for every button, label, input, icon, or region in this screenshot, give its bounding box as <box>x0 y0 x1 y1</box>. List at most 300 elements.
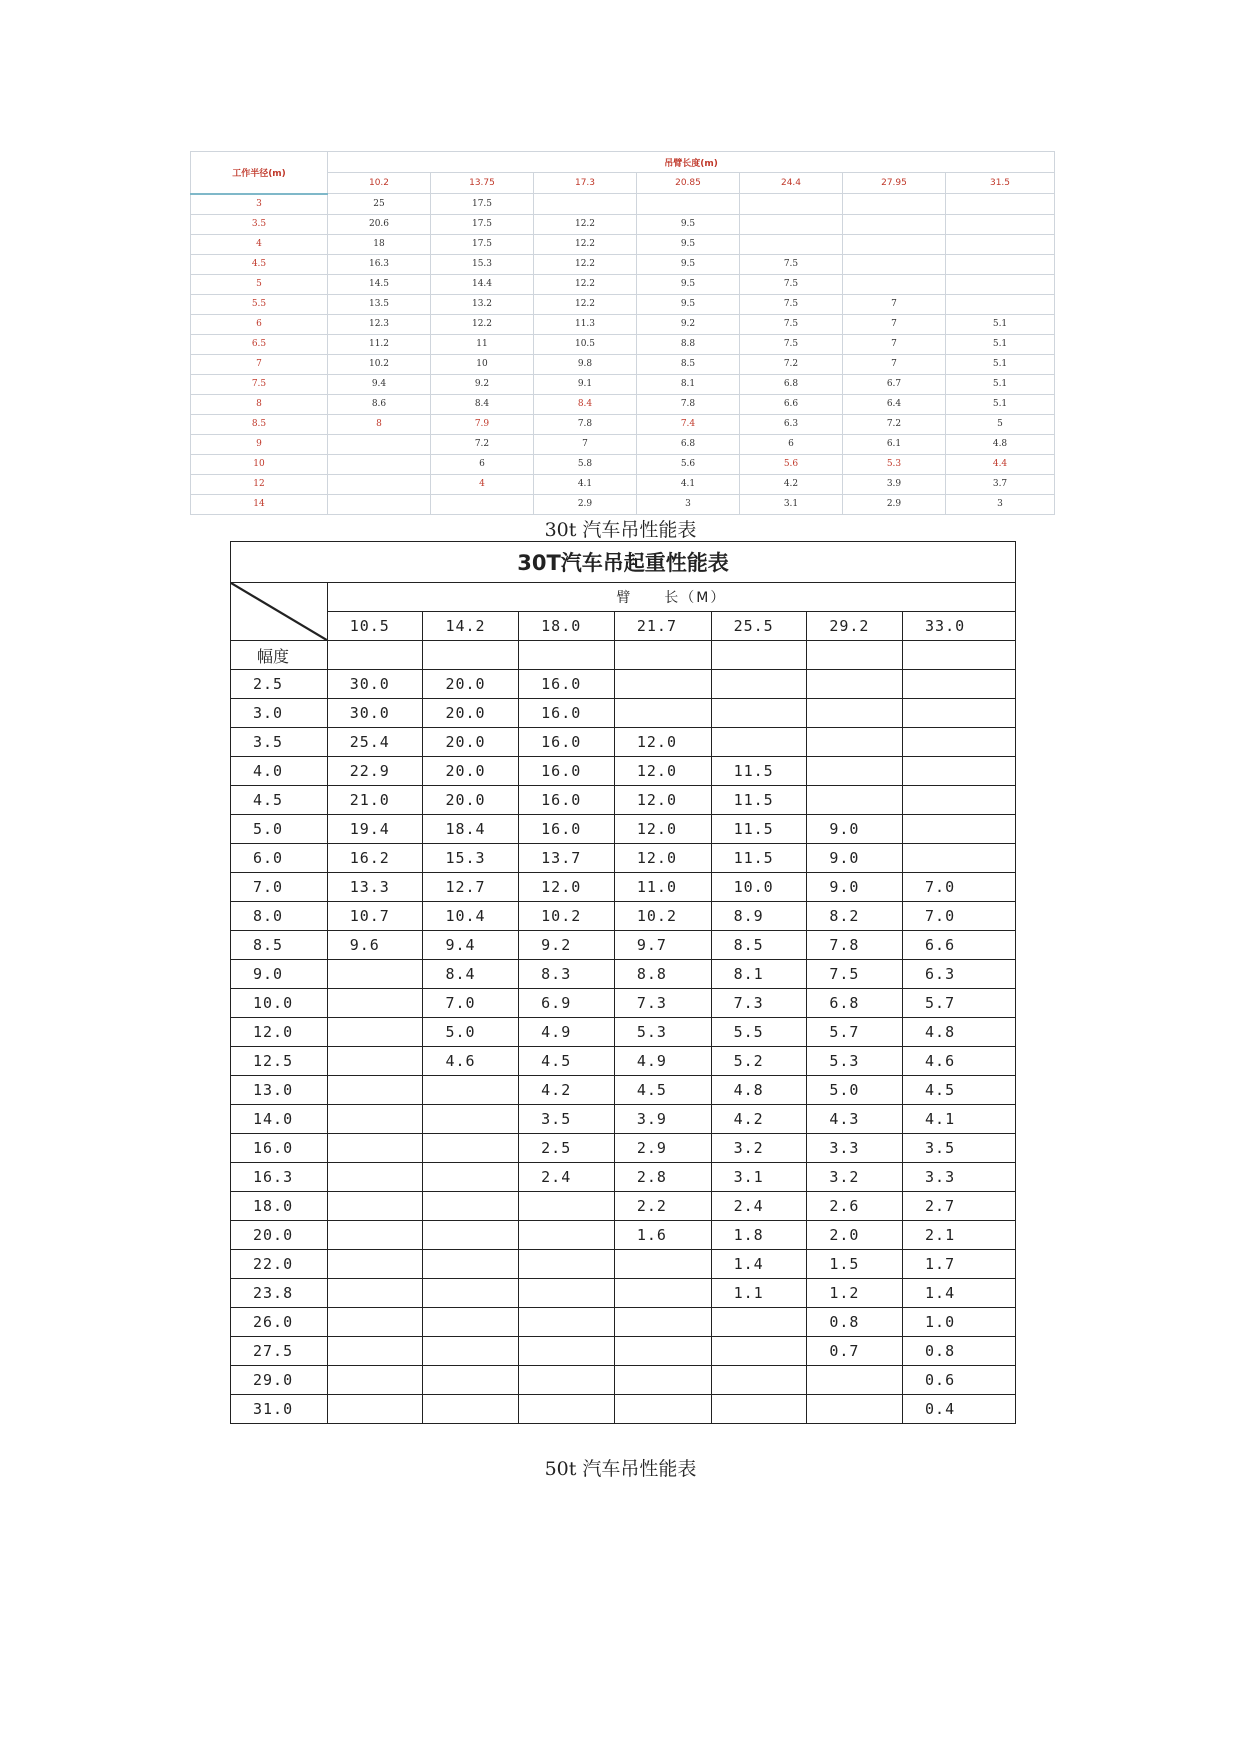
capacity-cell: 10.2 <box>614 902 711 931</box>
capacity-cell: 4.5 <box>519 1047 615 1076</box>
capacity-cell <box>946 254 1055 274</box>
range-cell: 12.0 <box>231 1018 328 1047</box>
caption-50t: 50t 汽车吊性能表 <box>544 1458 697 1480</box>
capacity-cell: 12.0 <box>614 728 711 757</box>
radius-cell: 10 <box>191 454 328 474</box>
capacity-cell: 6.6 <box>903 931 1016 960</box>
range-cell: 27.5 <box>231 1337 328 1366</box>
capacity-cell: 12.2 <box>534 214 637 234</box>
capacity-cell: 2.0 <box>807 1221 903 1250</box>
capacity-cell: 7.5 <box>740 254 843 274</box>
table-row <box>191 414 1055 434</box>
capacity-cell <box>843 194 946 215</box>
table-row <box>191 374 1055 394</box>
radius-cell: 5.5 <box>191 294 328 314</box>
radius-cell: 3.5 <box>191 214 328 234</box>
capacity-cell <box>423 1076 519 1105</box>
capacity-cell: 2.9 <box>534 494 637 514</box>
capacity-cell: 5.1 <box>946 394 1055 414</box>
table-row <box>231 1366 1016 1395</box>
capacity-cell: 8.4 <box>534 394 637 414</box>
capacity-cell: 6.7 <box>843 374 946 394</box>
capacity-cell <box>946 294 1055 314</box>
capacity-cell: 11.5 <box>711 844 807 873</box>
capacity-cell: 4.2 <box>740 474 843 494</box>
capacity-cell <box>327 1395 423 1424</box>
capacity-cell: 17.5 <box>431 234 534 254</box>
radius-cell: 12 <box>191 474 328 494</box>
capacity-cell: 20.0 <box>423 670 519 699</box>
capacity-cell <box>614 1366 711 1395</box>
capacity-cell: 7.8 <box>637 394 740 414</box>
capacity-cell <box>519 1308 615 1337</box>
capacity-cell: 4.6 <box>423 1047 519 1076</box>
radius-cell: 9 <box>191 434 328 454</box>
capacity-cell <box>327 1076 423 1105</box>
capacity-cell: 10.2 <box>519 902 615 931</box>
capacity-cell: 8.5 <box>711 931 807 960</box>
capacity-cell <box>807 1366 903 1395</box>
capacity-cell: 5.0 <box>807 1076 903 1105</box>
capacity-cell: 30.0 <box>327 670 423 699</box>
capacity-cell: 7.0 <box>903 873 1016 902</box>
range-cell: 3.5 <box>231 728 328 757</box>
capacity-cell: 5.7 <box>903 989 1016 1018</box>
capacity-cell <box>711 699 807 728</box>
capacity-cell <box>519 1279 615 1308</box>
capacity-cell: 8.8 <box>637 334 740 354</box>
capacity-cell: 10.7 <box>327 902 423 931</box>
capacity-cell: 4.1 <box>903 1105 1016 1134</box>
capacity-cell: 7.5 <box>740 294 843 314</box>
capacity-cell: 2.7 <box>903 1192 1016 1221</box>
arm-length-header: 臂 长（M） <box>327 583 1015 612</box>
capacity-cell <box>614 1337 711 1366</box>
radius-cell: 8.5 <box>191 414 328 434</box>
capacity-cell <box>946 234 1055 254</box>
crane-table-30t-large <box>230 541 1016 1424</box>
capacity-cell: 9.2 <box>431 374 534 394</box>
boom-length-0: 10.2 <box>328 173 431 194</box>
boom-length-3: 20.85 <box>637 173 740 194</box>
capacity-cell: 12.2 <box>534 274 637 294</box>
capacity-cell: 2.2 <box>614 1192 711 1221</box>
capacity-cell: 3 <box>637 494 740 514</box>
capacity-cell: 4 <box>431 474 534 494</box>
table-row <box>191 234 1055 254</box>
capacity-cell: 0.4 <box>903 1395 1016 1424</box>
range-cell: 4.0 <box>231 757 328 786</box>
capacity-cell: 6.9 <box>519 989 615 1018</box>
capacity-cell <box>423 1163 519 1192</box>
capacity-cell <box>328 494 431 514</box>
empty-cell <box>519 641 615 670</box>
capacity-cell: 4.2 <box>519 1076 615 1105</box>
capacity-cell <box>807 1395 903 1424</box>
capacity-cell: 6.3 <box>903 960 1016 989</box>
capacity-cell: 2.4 <box>711 1192 807 1221</box>
range-cell: 8.5 <box>231 931 328 960</box>
capacity-cell: 4.8 <box>946 434 1055 454</box>
capacity-cell <box>711 1337 807 1366</box>
capacity-cell: 5.1 <box>946 354 1055 374</box>
table-row <box>191 314 1055 334</box>
capacity-cell: 3.1 <box>711 1163 807 1192</box>
capacity-cell: 1.5 <box>807 1250 903 1279</box>
capacity-cell: 14.4 <box>431 274 534 294</box>
arm-length-2: 18.0 <box>519 612 615 641</box>
table-row <box>231 960 1016 989</box>
radius-cell: 14 <box>191 494 328 514</box>
capacity-cell: 12.0 <box>614 757 711 786</box>
empty-cell <box>327 641 423 670</box>
capacity-cell <box>423 1134 519 1163</box>
capacity-cell: 4.6 <box>903 1047 1016 1076</box>
capacity-cell: 7.9 <box>431 414 534 434</box>
capacity-cell: 4.9 <box>519 1018 615 1047</box>
boom-length-6: 31.5 <box>946 173 1055 194</box>
capacity-cell: 9.1 <box>534 374 637 394</box>
capacity-cell: 5.3 <box>614 1018 711 1047</box>
capacity-cell: 0.8 <box>807 1308 903 1337</box>
capacity-cell: 7.5 <box>807 960 903 989</box>
table-row <box>231 989 1016 1018</box>
capacity-cell <box>946 214 1055 234</box>
capacity-cell <box>740 234 843 254</box>
capacity-cell: 9.2 <box>637 314 740 334</box>
range-cell: 20.0 <box>231 1221 328 1250</box>
capacity-cell: 14.5 <box>328 274 431 294</box>
capacity-cell: 5.3 <box>843 454 946 474</box>
radius-cell: 8 <box>191 394 328 414</box>
radius-cell: 6 <box>191 314 328 334</box>
capacity-cell: 9.0 <box>807 815 903 844</box>
capacity-cell: 3.5 <box>519 1105 615 1134</box>
capacity-cell: 3.3 <box>807 1134 903 1163</box>
capacity-cell: 8.2 <box>807 902 903 931</box>
capacity-cell <box>519 1337 615 1366</box>
capacity-cell: 3.1 <box>740 494 843 514</box>
table-row <box>191 254 1055 274</box>
capacity-cell: 7.5 <box>740 274 843 294</box>
arm-length-0: 10.5 <box>327 612 423 641</box>
capacity-cell: 5.1 <box>946 334 1055 354</box>
capacity-cell <box>327 1308 423 1337</box>
capacity-cell: 16.0 <box>519 815 615 844</box>
capacity-cell <box>740 214 843 234</box>
capacity-cell: 1.6 <box>614 1221 711 1250</box>
capacity-cell: 12.2 <box>431 314 534 334</box>
capacity-cell: 8.3 <box>519 960 615 989</box>
capacity-cell <box>423 1395 519 1424</box>
range-cell: 8.0 <box>231 902 328 931</box>
table-row <box>231 670 1016 699</box>
range-cell: 7.0 <box>231 873 328 902</box>
capacity-cell: 10.5 <box>534 334 637 354</box>
empty-cell <box>711 641 807 670</box>
capacity-cell: 3.7 <box>946 474 1055 494</box>
capacity-cell <box>903 757 1016 786</box>
table-row <box>231 1134 1016 1163</box>
range-label: 幅度 <box>231 641 328 670</box>
capacity-cell <box>903 728 1016 757</box>
range-cell: 13.0 <box>231 1076 328 1105</box>
boom-length-1: 13.75 <box>431 173 534 194</box>
capacity-cell <box>637 194 740 215</box>
capacity-cell: 4.5 <box>903 1076 1016 1105</box>
capacity-cell: 6 <box>740 434 843 454</box>
capacity-cell <box>328 454 431 474</box>
range-cell: 29.0 <box>231 1366 328 1395</box>
capacity-cell: 2.6 <box>807 1192 903 1221</box>
capacity-cell: 3.5 <box>903 1134 1016 1163</box>
table-row <box>231 873 1016 902</box>
capacity-cell: 3.2 <box>807 1163 903 1192</box>
range-cell: 14.0 <box>231 1105 328 1134</box>
capacity-cell <box>903 699 1016 728</box>
capacity-cell: 5 <box>946 414 1055 434</box>
capacity-cell: 9.4 <box>423 931 519 960</box>
capacity-cell: 6.1 <box>843 434 946 454</box>
capacity-cell: 13.3 <box>327 873 423 902</box>
capacity-cell <box>328 434 431 454</box>
arm-length-3: 21.7 <box>614 612 711 641</box>
capacity-cell: 4.3 <box>807 1105 903 1134</box>
capacity-cell: 4.8 <box>711 1076 807 1105</box>
capacity-cell: 16.0 <box>519 786 615 815</box>
capacity-cell: 7 <box>843 314 946 334</box>
capacity-cell: 7 <box>534 434 637 454</box>
capacity-cell <box>327 1366 423 1395</box>
capacity-cell: 6.4 <box>843 394 946 414</box>
table-row <box>191 454 1055 474</box>
capacity-cell <box>614 699 711 728</box>
capacity-cell: 20.0 <box>423 728 519 757</box>
capacity-cell: 2.9 <box>843 494 946 514</box>
table-row <box>231 1250 1016 1279</box>
empty-cell <box>614 641 711 670</box>
capacity-cell: 9.2 <box>519 931 615 960</box>
capacity-cell: 3.9 <box>614 1105 711 1134</box>
capacity-cell <box>711 1366 807 1395</box>
capacity-cell: 11.5 <box>711 757 807 786</box>
radius-cell: 3 <box>191 194 328 215</box>
table-row <box>231 1395 1016 1424</box>
table-row <box>191 274 1055 294</box>
capacity-cell <box>843 254 946 274</box>
capacity-cell <box>946 194 1055 215</box>
capacity-cell: 16.2 <box>327 844 423 873</box>
capacity-cell <box>614 1395 711 1424</box>
capacity-cell: 5.1 <box>946 314 1055 334</box>
capacity-cell <box>807 786 903 815</box>
capacity-cell: 11.5 <box>711 786 807 815</box>
radius-cell: 6.5 <box>191 334 328 354</box>
capacity-cell: 7 <box>843 294 946 314</box>
capacity-cell <box>327 1134 423 1163</box>
table-row <box>231 1163 1016 1192</box>
capacity-cell: 8 <box>328 414 431 434</box>
range-cell: 31.0 <box>231 1395 328 1424</box>
table-title: 30T汽车吊起重性能表 <box>231 542 1016 583</box>
capacity-cell: 8.1 <box>711 960 807 989</box>
capacity-cell: 20.0 <box>423 786 519 815</box>
capacity-cell: 5.1 <box>946 374 1055 394</box>
table-row <box>231 1018 1016 1047</box>
capacity-cell: 7.8 <box>534 414 637 434</box>
radius-cell: 7 <box>191 354 328 374</box>
capacity-cell: 12.2 <box>534 234 637 254</box>
capacity-cell: 1.7 <box>903 1250 1016 1279</box>
capacity-cell: 10.0 <box>711 873 807 902</box>
capacity-cell <box>519 1366 615 1395</box>
capacity-cell: 7 <box>843 334 946 354</box>
capacity-cell: 13.5 <box>328 294 431 314</box>
table-row <box>191 214 1055 234</box>
capacity-cell: 2.9 <box>614 1134 711 1163</box>
capacity-cell <box>327 960 423 989</box>
capacity-cell: 13.2 <box>431 294 534 314</box>
table-row <box>191 334 1055 354</box>
capacity-cell <box>614 1250 711 1279</box>
table-row <box>191 194 1055 215</box>
range-cell: 23.8 <box>231 1279 328 1308</box>
diagonal-line <box>231 583 327 640</box>
range-cell: 10.0 <box>231 989 328 1018</box>
capacity-cell: 1.4 <box>711 1250 807 1279</box>
capacity-cell <box>327 1163 423 1192</box>
capacity-cell: 16.0 <box>519 699 615 728</box>
capacity-cell <box>423 1250 519 1279</box>
capacity-cell: 25 <box>328 194 431 215</box>
capacity-cell: 7.2 <box>843 414 946 434</box>
capacity-cell: 5.0 <box>423 1018 519 1047</box>
empty-cell <box>807 641 903 670</box>
capacity-cell: 7.2 <box>431 434 534 454</box>
capacity-cell: 12.0 <box>614 786 711 815</box>
capacity-cell: 15.3 <box>431 254 534 274</box>
table-row <box>231 844 1016 873</box>
capacity-cell <box>327 1047 423 1076</box>
capacity-cell <box>614 1279 711 1308</box>
range-cell: 22.0 <box>231 1250 328 1279</box>
capacity-cell: 9.0 <box>807 873 903 902</box>
capacity-cell: 12.3 <box>328 314 431 334</box>
capacity-cell <box>711 670 807 699</box>
table-row <box>231 1105 1016 1134</box>
capacity-cell: 7.0 <box>903 902 1016 931</box>
capacity-cell <box>328 474 431 494</box>
capacity-cell <box>519 1250 615 1279</box>
capacity-cell: 11 <box>431 334 534 354</box>
capacity-cell: 16.3 <box>328 254 431 274</box>
capacity-cell: 5.3 <box>807 1047 903 1076</box>
capacity-cell: 8.4 <box>423 960 519 989</box>
capacity-cell: 4.9 <box>614 1047 711 1076</box>
range-cell: 4.5 <box>231 786 328 815</box>
capacity-cell: 10.2 <box>328 354 431 374</box>
capacity-cell: 11.2 <box>328 334 431 354</box>
table-row <box>191 354 1055 374</box>
boom-length-header: 吊臂长度(m) <box>328 152 1055 173</box>
capacity-cell <box>534 194 637 215</box>
table-row <box>231 699 1016 728</box>
capacity-cell: 9.7 <box>614 931 711 960</box>
radius-cell: 7.5 <box>191 374 328 394</box>
capacity-cell: 12.0 <box>614 844 711 873</box>
diagonal-header-cell <box>231 583 328 641</box>
capacity-cell: 12.2 <box>534 294 637 314</box>
capacity-cell: 12.0 <box>519 873 615 902</box>
capacity-cell: 7.4 <box>637 414 740 434</box>
capacity-cell: 7 <box>843 354 946 374</box>
table-row <box>231 1076 1016 1105</box>
capacity-cell: 20.0 <box>423 757 519 786</box>
capacity-cell <box>807 757 903 786</box>
capacity-cell: 17.5 <box>431 214 534 234</box>
capacity-cell: 6.3 <box>740 414 843 434</box>
arm-length-4: 25.5 <box>711 612 807 641</box>
capacity-cell: 5.5 <box>711 1018 807 1047</box>
capacity-cell: 7.5 <box>740 334 843 354</box>
range-cell: 18.0 <box>231 1192 328 1221</box>
crane-table-30t-small <box>190 151 1055 515</box>
capacity-cell: 15.3 <box>423 844 519 873</box>
capacity-cell: 11.5 <box>711 815 807 844</box>
capacity-cell: 7.5 <box>740 314 843 334</box>
range-cell: 5.0 <box>231 815 328 844</box>
arm-length-5: 29.2 <box>807 612 903 641</box>
table-row <box>191 434 1055 454</box>
capacity-cell <box>807 670 903 699</box>
capacity-cell: 2.4 <box>519 1163 615 1192</box>
range-cell: 2.5 <box>231 670 328 699</box>
capacity-cell: 12.7 <box>423 873 519 902</box>
table-row <box>231 902 1016 931</box>
capacity-cell: 6.8 <box>740 374 843 394</box>
radius-header: 工作半径(m) <box>191 152 328 194</box>
capacity-cell <box>843 274 946 294</box>
capacity-cell: 1.1 <box>711 1279 807 1308</box>
capacity-cell <box>614 1308 711 1337</box>
capacity-cell <box>519 1221 615 1250</box>
capacity-cell: 8.1 <box>637 374 740 394</box>
capacity-cell <box>843 234 946 254</box>
capacity-cell: 20.0 <box>423 699 519 728</box>
capacity-cell <box>740 194 843 215</box>
caption-30t: 30t 汽车吊性能表 <box>544 519 697 541</box>
range-cell: 9.0 <box>231 960 328 989</box>
capacity-cell: 1.2 <box>807 1279 903 1308</box>
capacity-cell <box>423 1221 519 1250</box>
boom-length-5: 27.95 <box>843 173 946 194</box>
capacity-cell: 25.4 <box>327 728 423 757</box>
table-row <box>191 394 1055 414</box>
capacity-cell: 9.4 <box>328 374 431 394</box>
arm-length-1: 14.2 <box>423 612 519 641</box>
capacity-cell: 9.5 <box>637 274 740 294</box>
capacity-cell: 9.6 <box>327 931 423 960</box>
capacity-cell: 18 <box>328 234 431 254</box>
capacity-cell: 5.2 <box>711 1047 807 1076</box>
table-row <box>191 294 1055 314</box>
capacity-cell: 4.1 <box>637 474 740 494</box>
range-cell: 3.0 <box>231 699 328 728</box>
table-row <box>231 1337 1016 1366</box>
range-cell: 16.0 <box>231 1134 328 1163</box>
capacity-cell <box>327 1221 423 1250</box>
capacity-cell <box>519 1395 615 1424</box>
